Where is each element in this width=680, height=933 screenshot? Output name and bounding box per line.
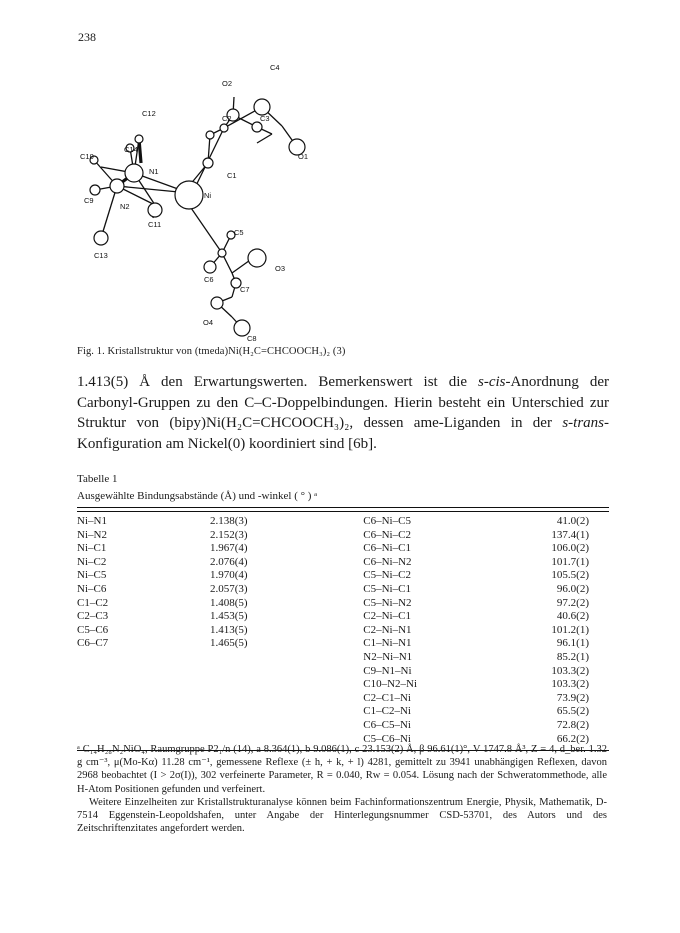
- table-cell-angle-value: 66.2(2): [556, 732, 589, 745]
- body-text-b: -Anordnung der Carbonyl-Gruppen zu den C–C-Doppelbindungen. Hierin besteht ein Unterschied zur Struktur von (bipy)Ni(H₂C=CHCOOCH₃)₂, dessen ame-Liganden in der: [77, 374, 609, 431]
- footnote: [77, 743, 607, 835]
- table-row: [77, 678, 609, 692]
- table-cell-bond-name: [77, 678, 210, 692]
- atom-ni: [175, 181, 203, 209]
- table-cell-angle-name: C6–Ni–C5: [363, 515, 411, 527]
- table-cell-angle-value: 96.1(1): [556, 637, 589, 650]
- table-cell-angle-value: 105.5(2): [551, 569, 589, 582]
- table-row: [77, 624, 609, 638]
- atom-o4: [211, 297, 223, 309]
- atom-c6b: [218, 249, 226, 257]
- body-text-a: 1.413(5) Å den Erwartungswerten. Bemerkenswert ist die: [77, 374, 479, 390]
- atom-label-c8: C8: [247, 334, 257, 343]
- atom-n1: [125, 164, 143, 182]
- atom-label-c9: C9: [84, 196, 94, 205]
- table-row: [77, 637, 609, 651]
- table-cell-angle-name: C6–Ni–C2: [363, 528, 411, 541]
- table-cell-angle-value: 40.6(2): [556, 610, 589, 623]
- table-cell-angle-name: C5–C6–Ni: [363, 732, 411, 745]
- table-cell-bond-name: Ni–N1: [77, 515, 107, 527]
- atom-c9: [90, 185, 100, 195]
- page-number: 238: [78, 30, 96, 44]
- table-row: [77, 692, 609, 706]
- footnote-deposit-note: Weitere Einzelheiten zur Kristallstrukturanalyse können beim Fachinformationszentrum Energie, Physik, Mathematik, D-7514 Eggenstein-Leopoldshafen, unter Angabe der Hinterlegungsnummer CSD-53701, des Autors und des Zeitschriftenzitates angefordert werden.: [77, 796, 607, 835]
- table-cell-bond-length: [210, 692, 363, 706]
- table-cell-bond-length: [210, 651, 363, 665]
- table-cell-angle-name: C2–Ni–N1: [363, 623, 412, 636]
- table-cell-bond-length: 1.465(5): [210, 637, 248, 650]
- table-cell-angle-name: C10–N2–Ni: [363, 678, 418, 691]
- table-cell-bond-name: Ni–N2: [77, 528, 107, 541]
- atom-label-n2: N2: [120, 202, 130, 211]
- body-text-c: -Konfiguration am Nickel(0) koordiniert sind [6b].: [77, 415, 609, 452]
- table-cell-bond-name: C2–C3: [77, 610, 109, 623]
- table-cell-angle-value: 72.8(2): [556, 718, 589, 731]
- atom-label-n1: N1: [149, 167, 159, 176]
- table-cell-bond-length: 1.970(4): [210, 569, 248, 582]
- table-cell-angle-name: C5–Ni–N2: [363, 596, 412, 609]
- atom-c1: [206, 131, 214, 139]
- atom-label-o4: O4: [203, 318, 214, 327]
- atom-c11: [148, 203, 162, 217]
- atom-label-c6: C6: [204, 275, 214, 284]
- table-cell-angle-value: 41.0(2): [556, 515, 589, 527]
- table-cell-bond-length: 2.138(3): [210, 515, 248, 527]
- table-row: [77, 651, 609, 665]
- atom-label-c2: C2: [222, 114, 232, 123]
- table-cell-bond-length: [210, 665, 363, 679]
- table-cell-bond-name: Ni–C6: [77, 582, 107, 595]
- table-row: [77, 556, 609, 570]
- s-trans-term: s-trans: [562, 415, 604, 431]
- table-row: [77, 542, 609, 556]
- table-cell-angle-name: C6–C5–Ni: [363, 718, 411, 731]
- table-cell-bond-length: 2.152(3): [210, 528, 248, 541]
- atom-label-c11: C11: [148, 220, 162, 229]
- table-cell-bond-name: C5–C6: [77, 623, 109, 636]
- table-cell-angle-value: 101.2(1): [551, 623, 589, 636]
- footnote-crystal-data: ᵃ C₁₄H₂₈N₂NiO₄, Raumgruppe P2₁/n (14), a 8.364(1), b 9.086(1), c 23.153(2) Å, β 96.61(1)°, V 1747.8 Å³, Z = 4, d_ber. 1.32 g cm⁻³, μ(Mo-Kα) 11.28 cm⁻¹, gemessene Reflexe (± h, + k, + l) 4281, gemittelt zu 3941 unabhängigen Reflexen, davon 2968 beobachtet (I > 2σ(I)), 302 verfeinerte Parameter, R = 0.040, Rw = 0.054. Lösung nach der Schweratommethode, alle H-Atom Positionen gefunden und verfeinert.: [77, 744, 607, 795]
- table-cell-angle-value: 73.9(2): [556, 691, 589, 704]
- table-row: [77, 719, 609, 733]
- table-cell-bond-name: [77, 651, 210, 665]
- table-cell-angle-name: C1–C2–Ni: [363, 705, 411, 718]
- table-title: Tabelle 1: [77, 473, 118, 485]
- table-cell-bond-name: [77, 665, 210, 679]
- atom-c6: [204, 261, 216, 273]
- table-row: [77, 665, 609, 679]
- table-cell-bond-length: 1.967(4): [210, 542, 248, 555]
- table-row: [77, 515, 609, 529]
- atom-label-c5: C5: [234, 228, 244, 237]
- table-cell-angle-name: C5–Ni–C1: [363, 582, 411, 595]
- atom-c2: [220, 124, 228, 132]
- atom-o3: [248, 249, 266, 267]
- table-cell-angle-value: 85.2(1): [556, 650, 589, 663]
- bond: [257, 134, 272, 143]
- bond: [189, 205, 222, 253]
- crystal-structure-figure: [72, 55, 372, 345]
- atom-c3: [252, 122, 262, 132]
- table-cell-angle-value: 97.2(2): [556, 596, 589, 609]
- table-cell-angle-name: C2–Ni–C1: [363, 610, 411, 623]
- atom-c13: [94, 231, 108, 245]
- table-row: [77, 583, 609, 597]
- table-cell-angle-value: 96.0(2): [556, 582, 589, 595]
- body-paragraph: [77, 372, 609, 454]
- table-cell-bond-name: Ni–C2: [77, 555, 107, 568]
- table-caption: Ausgewählte Bindungsabstände (Å) und -winkel ( ° ) ᵃ: [77, 490, 318, 502]
- table-body: [77, 515, 609, 746]
- table-row: [77, 610, 609, 624]
- atom-label-c4: C4: [270, 63, 280, 72]
- atom-label-c14: C14: [124, 145, 138, 154]
- table-cell-bond-name: C1–C2: [77, 596, 109, 609]
- table-row: [77, 569, 609, 583]
- table-cell-angle-value: 106.0(2): [551, 542, 589, 555]
- atom-label-c12: C12: [142, 109, 156, 118]
- atom-label-o1: O1: [298, 152, 309, 161]
- atom-label-o2: O2: [222, 79, 233, 88]
- atom-c4: [254, 99, 270, 115]
- figure-caption: Fig. 1. Kristallstruktur von (tmeda)Ni(H₂C=CHCOOCH₃)₂ (3): [77, 346, 346, 357]
- table-cell-angle-value: 101.7(1): [551, 555, 589, 568]
- table-cell-bond-length: [210, 705, 363, 719]
- atom-label-c1: C1: [227, 171, 237, 180]
- table-cell-bond-length: 1.453(5): [210, 610, 248, 623]
- atom-c1-lower: [203, 158, 213, 168]
- table-cell-bond-length: 1.413(5): [210, 623, 248, 636]
- table-cell-angle-name: C6–Ni–C1: [363, 542, 411, 555]
- table-cell-angle-name: C5–Ni–C2: [363, 569, 411, 582]
- bond: [101, 186, 117, 238]
- table-row: [77, 597, 609, 611]
- table-cell-angle-value: 103.3(2): [551, 664, 589, 677]
- table-cell-angle-value: 65.5(2): [556, 705, 589, 718]
- table-cell-bond-name: [77, 692, 210, 706]
- table-cell-bond-length: [210, 719, 363, 733]
- table-cell-bond-name: C6–C7: [77, 637, 109, 650]
- table-cell-bond-length: [210, 678, 363, 692]
- atom-label-c13: C13: [94, 251, 108, 260]
- table-cell-bond-name: Ni–C1: [77, 542, 107, 555]
- atom-c12: [135, 135, 143, 143]
- table-cell-angle-name: C6–Ni–N2: [363, 555, 412, 568]
- atom-label-c7: C7: [240, 285, 250, 294]
- table-cell-bond-name: [77, 705, 210, 719]
- atom-label-c10: C10: [80, 152, 94, 161]
- table-cell-bond-length: 2.057(3): [210, 582, 248, 595]
- atom-label-o3: O3: [275, 264, 286, 273]
- table-cell-angle-name: C9–N1–Ni: [363, 664, 412, 677]
- table-cell-angle-name: C2–C1–Ni: [363, 691, 411, 704]
- table-row: [77, 529, 609, 543]
- s-cis-term: s-cis: [478, 374, 506, 390]
- atom-label-c3: C3: [260, 114, 270, 123]
- table-rule: [77, 508, 609, 512]
- atom-n2: [110, 179, 124, 193]
- atom-label-ni: Ni: [204, 191, 212, 200]
- table-cell-bond-length: 2.076(4): [210, 555, 248, 568]
- table-cell-angle-name: C1–Ni–N1: [363, 637, 412, 650]
- table-cell-bond-name: [77, 719, 210, 733]
- table-cell-angle-name: N2–Ni–N1: [363, 650, 413, 663]
- table-cell-angle-value: 103.3(2): [551, 678, 589, 691]
- table-cell-bond-length: 1.408(5): [210, 596, 248, 609]
- table-cell-bond-name: Ni–C5: [77, 569, 107, 582]
- table-cell-angle-value: 137.4(1): [551, 528, 589, 541]
- bond-table: [77, 507, 609, 751]
- table-row: [77, 705, 609, 719]
